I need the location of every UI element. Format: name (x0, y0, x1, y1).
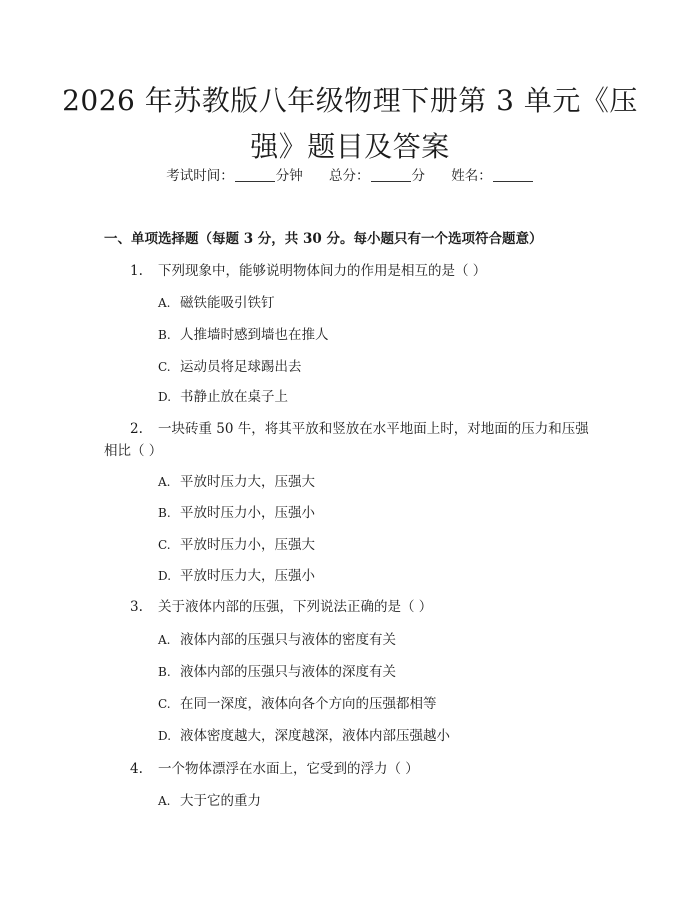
option-text: 人推墙时感到墙也在推人 (180, 327, 329, 343)
option-letter: C. (158, 697, 171, 711)
option-text: 平放时压力小，压强小 (180, 505, 315, 521)
option-letter: B. (158, 506, 171, 520)
name-field (451, 166, 534, 186)
option-text: 运动员将足球踢出去 (180, 359, 302, 375)
score-blank (371, 167, 411, 182)
score-label: 总分： (329, 168, 370, 184)
option-2a (158, 472, 315, 492)
option-letter: D. (158, 390, 172, 404)
question-number: 1. (130, 263, 143, 279)
option-3d (158, 726, 450, 746)
question-2 (104, 418, 600, 462)
option-text: 平放时压力大，压强大 (180, 474, 315, 490)
title-line-1: 2026 年苏教版八年级物理下册第 3 单元《压 (62, 84, 638, 117)
name-label: 姓名： (451, 168, 492, 184)
option-letter: B. (158, 665, 171, 679)
question-3 (104, 596, 604, 618)
option-text: 书静止放在桌子上 (180, 389, 288, 405)
option-2b (158, 503, 315, 523)
option-1d (158, 387, 288, 407)
option-2c (158, 535, 315, 555)
option-letter: C. (158, 360, 171, 374)
option-letter: A. (158, 296, 171, 310)
question-number: 4. (130, 761, 143, 777)
option-text: 平放时压力大，压强小 (180, 568, 315, 584)
question-number: 3. (130, 599, 143, 615)
option-letter: D. (158, 729, 172, 743)
title-line-2: 强》题目及答案 (250, 130, 450, 163)
option-3b (158, 662, 396, 682)
option-text: 液体内部的压强只与液体的深度有关 (180, 664, 396, 680)
option-3a (158, 630, 396, 650)
question-text: 下列现象中，能够说明物体间力的作用是相互的是（ ） (158, 263, 487, 279)
time-blank (235, 167, 275, 182)
option-letter: B. (158, 328, 171, 342)
question-text: 关于液体内部的压强，下列说法正确的是（ ） (158, 599, 433, 615)
option-1b (158, 325, 329, 345)
time-field (166, 166, 303, 186)
option-text: 大于它的重力 (180, 793, 261, 809)
option-text: 平放时压力小，压强大 (180, 537, 315, 553)
option-text: 液体内部的压强只与液体的密度有关 (180, 632, 396, 648)
exam-meta (0, 166, 700, 186)
question-number: 2. (130, 421, 143, 437)
option-letter: A. (158, 475, 171, 489)
option-text: 在同一深度，液体向各个方向的压强都相等 (180, 696, 437, 712)
time-unit: 分钟 (275, 168, 303, 184)
option-letter: D. (158, 569, 172, 583)
score-unit: 分 (411, 168, 425, 184)
option-1a (158, 293, 275, 313)
question-1 (104, 260, 604, 282)
name-blank (493, 167, 533, 182)
option-letter: A. (158, 794, 171, 808)
option-3c (158, 694, 437, 714)
page-title (60, 78, 640, 170)
question-text: 一个物体漂浮在水面上，它受到的浮力（ ） (158, 761, 419, 777)
question-4 (104, 758, 604, 780)
option-text: 液体密度越大，深度越深，液体内部压强越小 (180, 728, 450, 744)
option-1c (158, 357, 302, 377)
option-4a (158, 791, 261, 811)
question-text-line-2: 相比（ ） (104, 443, 163, 459)
question-text-line-1: 一块砖重 50 牛，将其平放和竖放在水平地面上时，对地面的压力和压强 (158, 421, 589, 437)
option-text: 磁铁能吸引铁钉 (180, 295, 275, 311)
option-letter: A. (158, 633, 171, 647)
section-heading: 一、单项选择题（每题 3 分，共 30 分。每小题只有一个选项符合题意） (104, 231, 543, 247)
time-label: 考试时间： (166, 168, 234, 184)
option-letter: C. (158, 538, 171, 552)
score-field (329, 166, 425, 186)
option-2d (158, 566, 315, 586)
